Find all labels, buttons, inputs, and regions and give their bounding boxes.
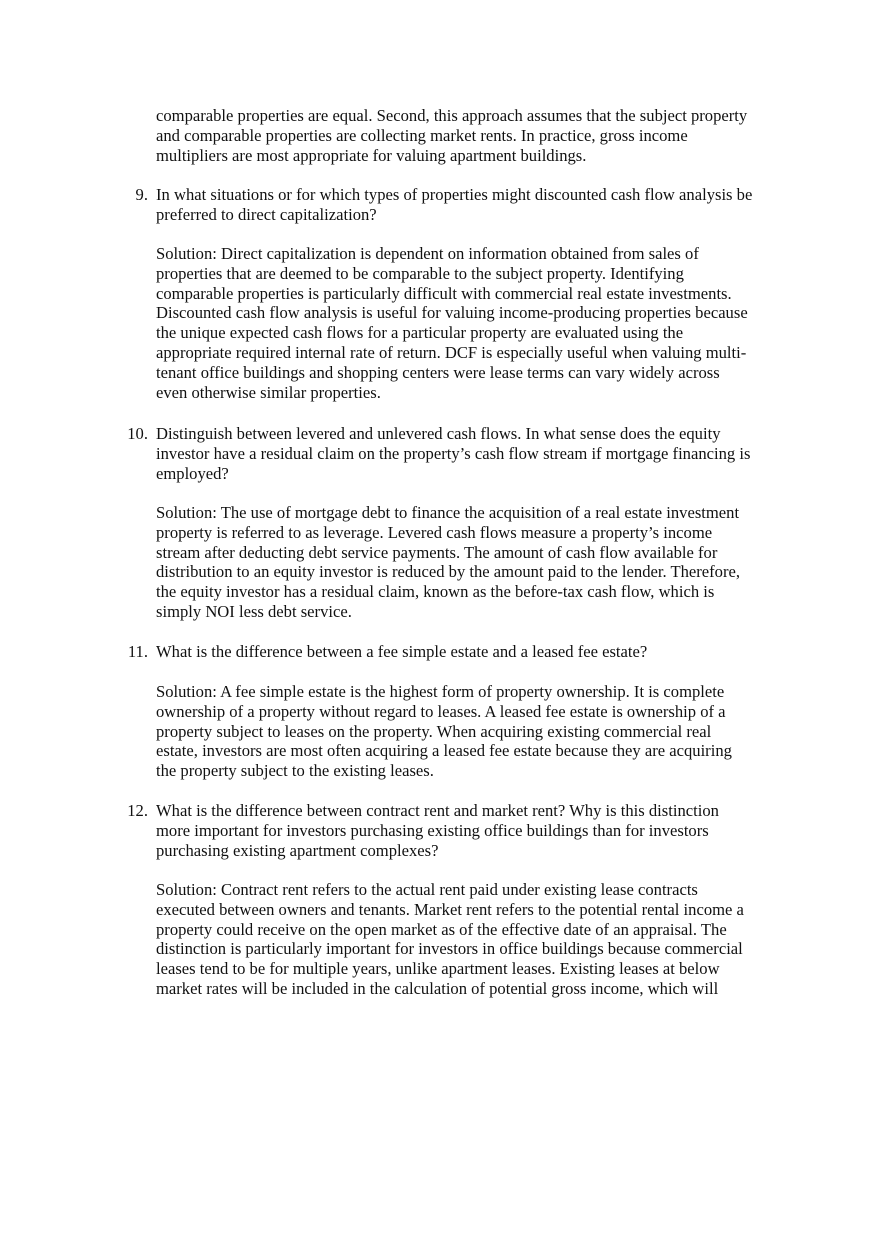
text-line: preferred to direct capitalization? bbox=[156, 204, 377, 224]
text-line: Solution: Direct capitalization is dependent on information obtained from sales of bbox=[156, 244, 699, 263]
text-line: distinction is particularly important for investors in office buildings because commercial bbox=[156, 939, 743, 959]
text-line: more important for investors purchasing existing office buildings than for investors bbox=[156, 820, 709, 840]
text-line: investor have a residual claim on the property’s cash flow stream if mortgage financing is bbox=[156, 443, 751, 463]
text-line: multipliers are most appropriate for valuing apartment buildings. bbox=[156, 145, 587, 165]
text-line: the equity investor has a residual claim, known as the before-tax cash flow, which is bbox=[156, 582, 715, 602]
question-11-number: 11. bbox=[127, 642, 148, 661]
text-line: market rates will be included in the calculation of potential gross income, which will bbox=[156, 978, 719, 998]
question-12-solution bbox=[156, 880, 786, 999]
text-line: property could receive on the open market as of the effective date of an appraisal. The bbox=[156, 919, 727, 939]
text-line: purchasing existing apartment complexes? bbox=[156, 840, 439, 860]
question-11-solution bbox=[156, 682, 786, 781]
text-line: In what situations or for which types of properties might discounted cash flow analysis be bbox=[156, 185, 753, 204]
text-line: appropriate required internal rate of return. DCF is especially useful when valuing multi- bbox=[156, 342, 747, 362]
text-line: properties that are deemed to be comparable to the subject property. Identifying bbox=[156, 263, 684, 283]
text-line: stream after deducting debt service payments. The amount of cash flow available for bbox=[156, 542, 718, 562]
text-line: leases tend to be for multiple years, unlike apartment leases. Existing leases at below bbox=[156, 959, 720, 979]
text-line: Solution: The use of mortgage debt to finance the acquisition of a real estate investment bbox=[156, 503, 740, 522]
text-line: employed? bbox=[156, 463, 229, 483]
text-line: executed between owners and tenants. Market rent refers to the potential rental income a bbox=[156, 899, 744, 919]
question-10-solution bbox=[156, 503, 786, 622]
question-12-number: 12. bbox=[127, 801, 148, 820]
text-line: comparable properties are equal. Second, this approach assumes that the subject property bbox=[156, 106, 748, 125]
text-line: Distinguish between levered and unlevered cash flows. In what sense does the equity bbox=[156, 424, 721, 443]
question-9-number: 9. bbox=[135, 185, 148, 204]
text-line: What is the difference between contract rent and market rent? Why is this distinction bbox=[156, 801, 719, 820]
text-line: the property subject to the existing leases. bbox=[156, 761, 434, 781]
text-line: the unique expected cash flows for a particular property are evaluated using the bbox=[156, 323, 684, 343]
text-line: and comparable properties are collecting market rents. In practice, gross income bbox=[156, 125, 688, 145]
question-11-text bbox=[156, 642, 786, 662]
text-line: estate, investors are most often acquiring a leased fee estate because they are acquiring bbox=[156, 741, 732, 761]
text-line: property is referred to as leverage. Levered cash flows measure a property’s income bbox=[156, 522, 713, 542]
intro-paragraph bbox=[156, 106, 786, 165]
text-line: Solution: A fee simple estate is the highest form of property ownership. It is complete bbox=[156, 682, 725, 701]
text-line: even otherwise similar properties. bbox=[156, 382, 381, 402]
question-10-number: 10. bbox=[127, 424, 148, 443]
text-line: simply NOI less debt service. bbox=[156, 601, 352, 621]
text-line: distribution to an equity investor is reduced by the amount paid to the lender. Therefore, bbox=[156, 562, 741, 582]
text-line: ownership of a property without regard to leases. A leased fee estate is ownership of a bbox=[156, 701, 726, 721]
question-10-text bbox=[156, 424, 786, 483]
text-line: Solution: Contract rent refers to the actual rent paid under existing lease contracts bbox=[156, 880, 698, 899]
question-9-text bbox=[156, 185, 786, 225]
text-line: tenant office buildings and shopping centers were lease terms can vary widely across bbox=[156, 362, 720, 382]
question-12-text bbox=[156, 801, 786, 860]
text-line: What is the difference between a fee simple estate and a leased fee estate? bbox=[156, 642, 648, 661]
text-line: Discounted cash flow analysis is useful for valuing income-producing properties because bbox=[156, 303, 748, 323]
text-line: property subject to leases on the property. When acquiring existing commercial real bbox=[156, 721, 712, 741]
text-line: comparable properties is particularly difficult with commercial real estate investments. bbox=[156, 283, 732, 303]
question-9-solution bbox=[156, 244, 786, 402]
